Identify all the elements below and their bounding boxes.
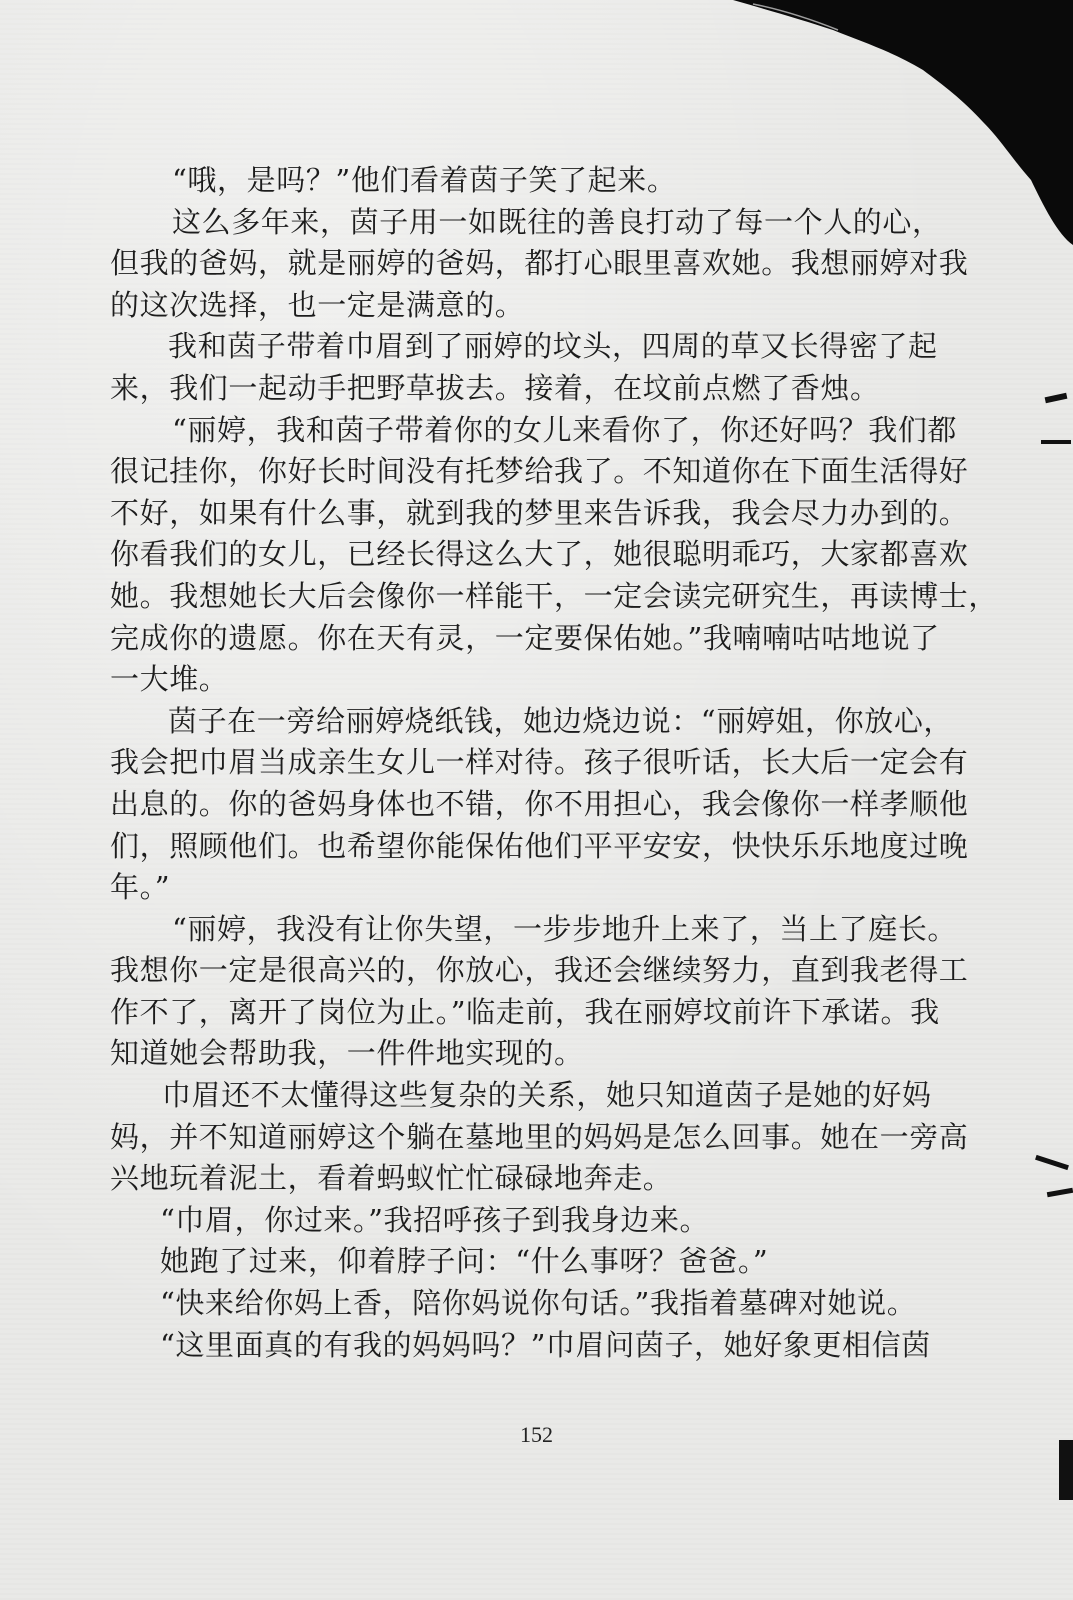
text-line: 我会把巾眉当成亲生女儿一样对待。孩子很听话，长大后一定会有 [110,745,969,780]
text-line: “丽婷，我没有让你失望，一步步地升上来了，当上了庭长。 [172,911,958,946]
page-number: 152 [520,1422,553,1447]
text-line: “快来给你妈上香，陪你妈说你句话。”我指着墓碑对她说。 [160,1286,917,1321]
text-line: 她跑了过来，仰着脖子问：“什么事呀？爸爸。” [160,1244,769,1279]
text-line: 巾眉还不太懂得这些复杂的关系，她只知道茵子是她的好妈 [162,1078,932,1113]
edge-speck [1045,393,1068,403]
text-line: 年。” [110,870,171,905]
text-line: 妈，并不知道丽婷这个躺在墓地里的妈妈是怎么回事。她在一旁高 [110,1119,969,1154]
text-line: 来，我们一起动手把野草拔去。接着，在坟前点燃了香烛。 [110,370,880,405]
text-line: “丽婷，我和茵子带着你的女儿来看你了，你还好吗？我们都 [172,412,958,447]
text-line: 知道她会帮助我，一件件地实现的。 [110,1036,584,1071]
text-line: 这么多年来，茵子用一如既往的善良打动了每一个人的心， [172,204,942,239]
text-line: 们，照顾他们。也希望你能保佑他们平平安安，快快乐乐地度过晚 [110,828,969,863]
edge-block [1059,1440,1073,1500]
text-line: 我想你一定是很高兴的，你放心，我还会继续努力，直到我老得工 [110,953,969,988]
edge-speck [1041,440,1071,444]
text-line: 茵子在一旁给丽婷烧纸钱，她边烧边说：“丽婷姐，你放心， [168,703,954,738]
text-line: 兴地玩着泥土，看着蚂蚁忙忙碌碌地奔走。 [110,1161,673,1196]
text-line: “巾眉，你过来。”我招呼孩子到我身边来。 [160,1202,710,1237]
text-line: 一大堆。 [110,662,229,697]
text-line: “这里面真的有我的妈妈吗？”巾眉问茵子，她好象更相信茵 [160,1327,931,1362]
text-line: 出息的。你的爸妈身体也不错，你不用担心，我会像你一样孝顺他 [110,786,969,821]
text-line: 你看我们的女儿，已经长得这么大了，她很聪明乖巧，大家都喜欢 [110,537,969,572]
text-line: 的这次选择，也一定是满意的。 [110,287,525,322]
text-line: “哦，是吗？”他们看着茵子笑了起来。 [172,163,677,197]
text-line: 很记挂你，你好长时间没有托梦给我了。不知道你在下面生活得好 [110,454,969,489]
text-line: 但我的爸妈，就是丽婷的爸妈，都打心眼里喜欢她。我想丽婷对我 [110,246,969,281]
text-line: 我和茵子带着巾眉到了丽婷的坟头，四周的草又长得密了起 [168,329,938,364]
edge-speck [1047,1188,1073,1197]
text-line: 完成你的遗愿。你在天有灵，一定要保佑她。”我喃喃咕咕地说了 [110,620,940,655]
text-line: 不好，如果有什么事，就到我的梦里来告诉我，我会尽力办到的。 [110,495,969,530]
text-line: 作不了，离开了岗位为止。”临走前，我在丽婷坟前许下承诺。我 [110,994,940,1029]
edge-speck [1035,1155,1069,1170]
text-line: 她。我想她长大后会像你一样能干，一定会读完研究生，再读博士， [110,578,999,613]
body-text [110,160,999,1366]
